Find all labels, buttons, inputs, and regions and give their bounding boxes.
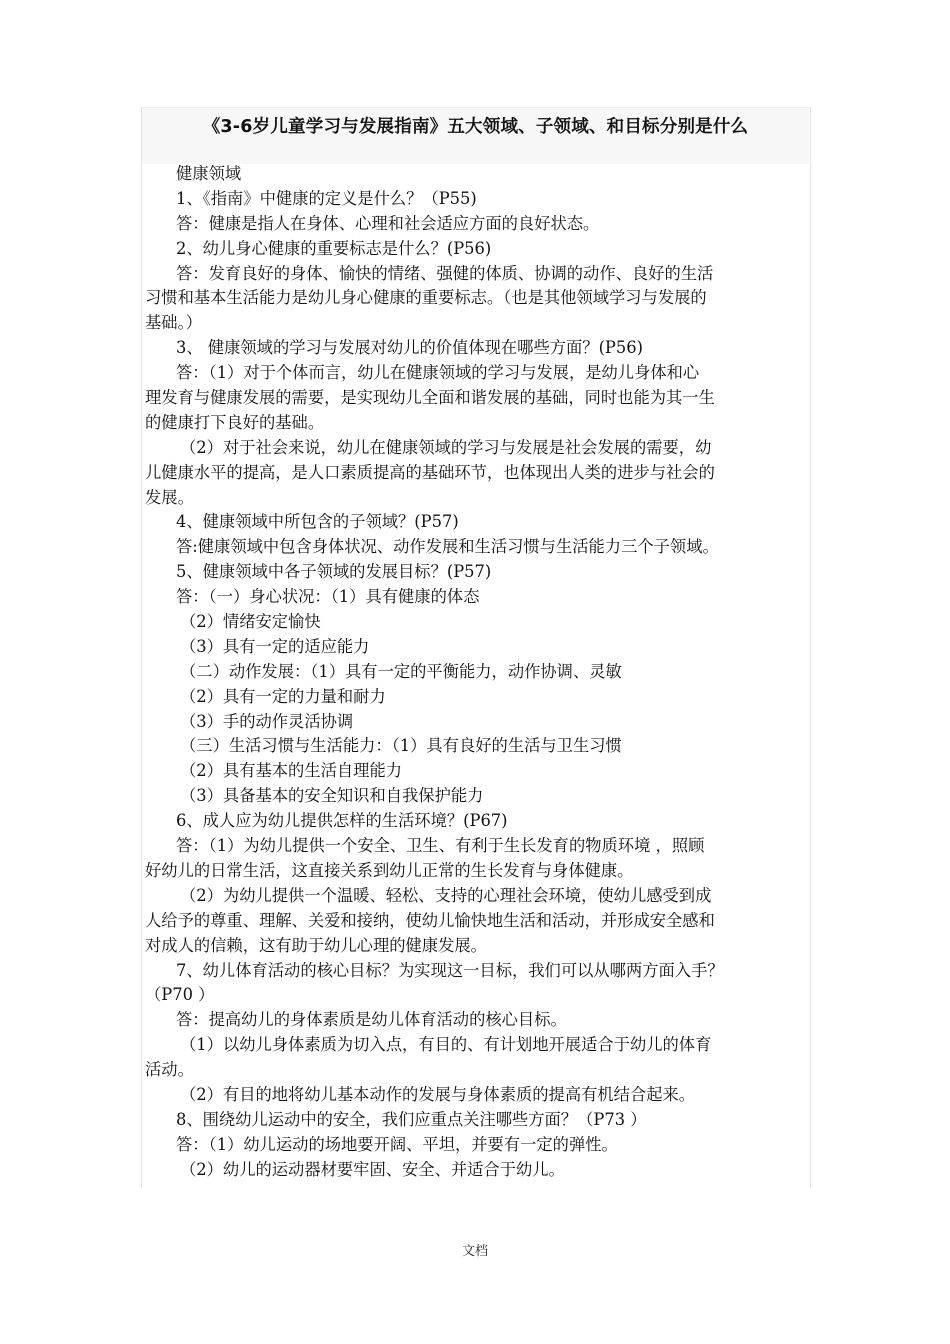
text-line: 答：发育良好的身体、愉快的情绪、强健的体质、协调的动作、良好的生活 [176, 263, 714, 283]
text-line: （2）为幼儿提供一个温暖、轻松、支持的心理社会环境，使幼儿感受到成 [180, 885, 712, 905]
text-line: 7、幼儿体育活动的核心目标？为实现这一目标，我们可以从哪两方面入手？ [176, 960, 724, 980]
text-line: 人给予的尊重、理解、关爱和接纳，使幼儿愉快地生活和活动，并形成安全感和 [145, 910, 715, 930]
text-line: （3）手的动作灵活协调 [180, 711, 354, 731]
text-line: （2）有目的地将幼儿基本动作的发展与身体素质的提高有机结合起来。 [180, 1084, 696, 1104]
text-line: （P70 ） [145, 985, 215, 1005]
text-line: 答：（一）身心状况：（1）具有健康的体态 [176, 587, 480, 607]
text-line: 答:健康领域中包含身体状况、动作发展和生活习惯与生活能力三个子领域。 [176, 537, 719, 557]
text-line: （3）具备基本的安全知识和自我保护能力 [180, 786, 484, 806]
text-line: 2、幼儿身心健康的重要标志是什么？(P56) [176, 238, 492, 258]
text-line: 5、健康领域中各子领域的发展目标？(P57) [176, 562, 492, 582]
text-line: 1、《指南》中健康的定义是什么？（P55) [176, 188, 477, 208]
text-line: 习惯和基本生活能力是幼儿身心健康的重要标志。（也是其他领域学习与发展的 [145, 288, 707, 308]
page-footer: 文档 [461, 1244, 488, 1259]
text-line: （2）情绪安定愉快 [180, 612, 321, 632]
text-line: 答：（1）为幼儿提供一个安全、卫生、有利于生长发育的物质环境 ，照顾 [176, 836, 705, 856]
text-line: 活动。 [145, 1060, 194, 1080]
document-body [145, 162, 809, 1183]
text-line: 3、 健康领域的学习与发展对幼儿的价值体现在哪些方面？(P56) [176, 338, 643, 358]
text-line: 答：提高幼儿的身体素质是幼儿体育活动的核心目标。 [176, 1010, 567, 1030]
text-line: 4、健康领域中所包含的子领域？(P57) [176, 512, 459, 532]
text-line: 对成人的信赖，这有助于幼儿心理的健康发展。 [145, 935, 487, 955]
text-line: 健康领域 [176, 164, 242, 183]
text-line: （2）对于社会来说，幼儿在健康领域的学习与发展是社会发展的需要，幼 [180, 437, 712, 457]
text-line: （二）动作发展：（1）具有一定的平衡能力，动作协调、灵敏 [180, 661, 622, 681]
text-line: 基础。） [145, 313, 202, 333]
text-line: 答：（1）幼儿运动的场地要开阔、平坦，并要有一定的弹性。 [176, 1134, 618, 1154]
text-line: （3）具有一定的适应能力 [180, 636, 370, 656]
text-line: （2）具有基本的生活自理能力 [180, 761, 403, 781]
text-line: （三）生活习惯与生活能力：（1）具有良好的生活与卫生习惯 [180, 736, 622, 756]
text-line: 6、成人应为幼儿提供怎样的生活环境？(P67) [176, 811, 508, 831]
text-line: 答：（1）对于个体而言，幼儿在健康领域的学习与发展，是幼儿身体和心 [176, 363, 700, 383]
text-line: 8、围绕幼儿运动中的安全，我们应重点关注哪些方面？（P73 ） [176, 1109, 647, 1129]
text-line: 答：健康是指人在身体、心理和社会适应方面的良好状态。 [176, 213, 600, 233]
document-title: 《3-6岁儿童学习与发展指南》五大领域、子领域、和目标分别是什么 [202, 117, 749, 137]
text-line: （2）具有一定的力量和耐力 [180, 686, 386, 706]
text-line: 理发育与健康发展的需要，是实现幼儿全面和谐发展的基础，同时也能为其一生 [145, 388, 715, 408]
text-line: 儿健康水平的提高，是人口素质提高的基础环节，也体现出人类的进步与社会的 [145, 462, 715, 482]
text-line: （2）幼儿的运动器材要牢固、安全、并适合于幼儿。 [180, 1159, 565, 1179]
text-line: 的健康打下良好的基础。 [145, 412, 325, 432]
text-line: 好幼儿的日常生活，这直接关系到幼儿正常的生长发育与身体健康。 [145, 860, 634, 880]
text-line: 发展。 [145, 487, 194, 507]
text-line: （1）以幼儿身体素质为切入点，有目的、有计划地开展适合于幼儿的体育 [180, 1035, 712, 1055]
